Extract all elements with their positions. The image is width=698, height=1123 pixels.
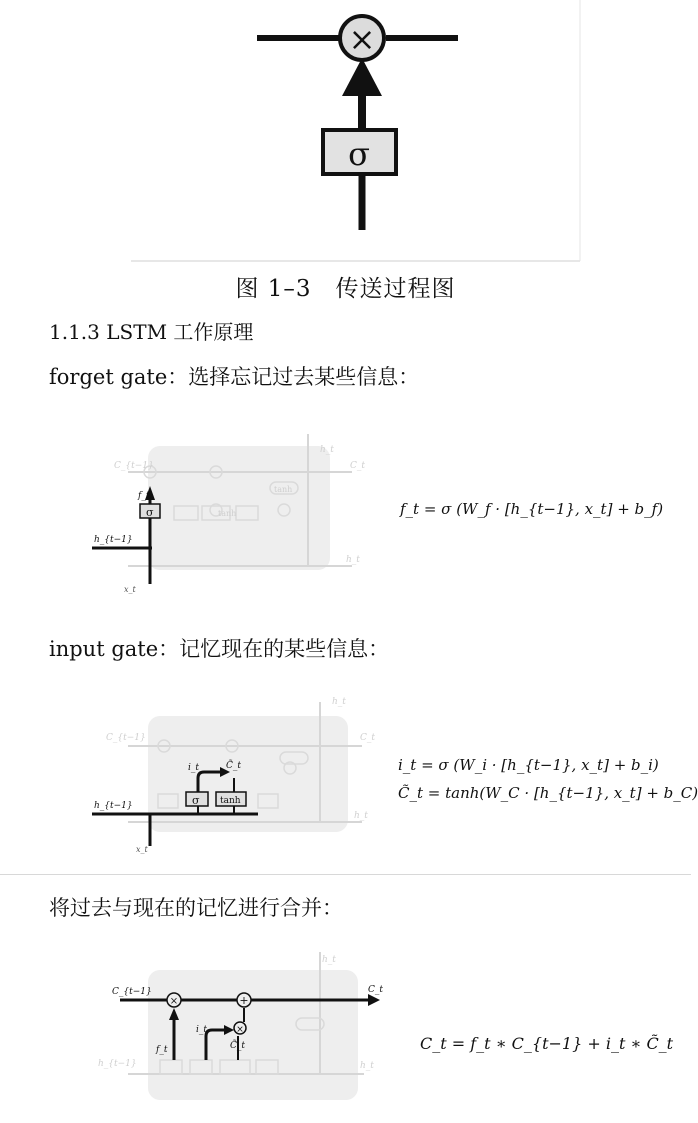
svg-text:C_{t−1}: C_{t−1} <box>112 987 152 997</box>
svg-text:C_t: C_t <box>350 461 366 471</box>
svg-text:h_t: h_t <box>332 697 346 707</box>
sigmoid-gate-figure <box>0 0 691 262</box>
svg-text:C_t: C_t <box>368 985 384 995</box>
svg-text:h_{t−1}: h_{t−1} <box>94 535 133 545</box>
svg-text:x_t: x_t <box>136 845 148 854</box>
forget-gate-label: forget gate：选择忘记过去某些信息： <box>49 365 420 389</box>
merge-label: 将过去与现在的记忆进行合并： <box>49 896 343 920</box>
merge-equation: C_t = f_t ∗ C_{t−1} + i_t ∗ C̃_t <box>420 1034 674 1053</box>
svg-text:C_{t−1}: C_{t−1} <box>114 461 154 471</box>
sigma-symbol: σ <box>348 135 370 173</box>
svg-text:f_t: f_t <box>156 1045 168 1055</box>
svg-text:C̃_t: C̃_t <box>226 761 242 771</box>
figure-caption: 图 1–3 传送过程图 <box>235 276 456 302</box>
svg-text:x_t: x_t <box>124 585 136 594</box>
svg-text:C_t: C_t <box>360 733 376 743</box>
input-gate-label: input gate：记忆现在的某些信息： <box>49 637 390 661</box>
arrow-up-icon <box>342 58 382 96</box>
svg-text:C_{t−1}: C_{t−1} <box>106 733 146 743</box>
svg-text:+: + <box>239 994 249 1007</box>
svg-text:tanh: tanh <box>274 485 293 494</box>
svg-text:h_t: h_t <box>346 555 360 565</box>
input-gate-equation-2: C̃_t = tanh(W_C · [h_{t−1}, x_t] + b_C) <box>398 784 698 802</box>
svg-text:σ: σ <box>146 506 154 519</box>
svg-text:×: × <box>236 1025 244 1035</box>
svg-text:i_t: i_t <box>188 763 199 773</box>
merge-diagram <box>84 940 384 1119</box>
svg-text:h_t: h_t <box>354 811 368 821</box>
svg-text:σ: σ <box>192 794 200 807</box>
svg-text:h_t: h_t <box>322 955 336 965</box>
input-gate-diagram <box>84 686 380 856</box>
svg-text:tanh: tanh <box>218 509 237 518</box>
svg-text:tanh: tanh <box>220 796 241 806</box>
svg-text:h_t: h_t <box>320 445 334 455</box>
multiply-symbol: × <box>348 20 376 58</box>
forget-gate-equation: f_t = σ (W_f · [h_{t−1}, x_t] + b_f) <box>400 500 664 518</box>
divider <box>0 874 691 875</box>
section-heading: 1.1.3 LSTM 工作原理 <box>49 320 254 344</box>
svg-text:h_{t−1}: h_{t−1} <box>98 1059 137 1069</box>
input-gate-equation-1: i_t = σ (W_i · [h_{t−1}, x_t] + b_i) <box>398 756 659 774</box>
svg-text:C̃_t: C̃_t <box>230 1041 246 1051</box>
svg-text:f_t: f_t <box>138 491 150 501</box>
svg-text:h_{t−1}: h_{t−1} <box>94 801 133 811</box>
svg-text:h_t: h_t <box>360 1061 374 1071</box>
svg-text:×: × <box>169 996 179 1007</box>
forget-gate-diagram <box>84 416 380 598</box>
svg-text:i_t: i_t <box>196 1025 207 1035</box>
